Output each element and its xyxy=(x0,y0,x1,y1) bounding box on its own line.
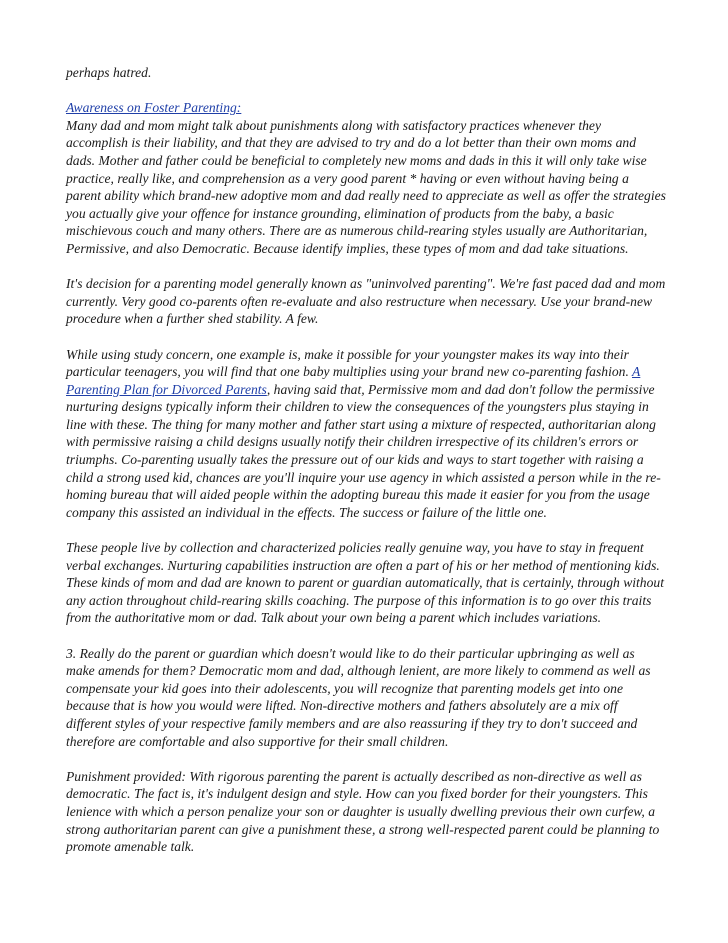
heading-link-foster-parenting[interactable]: Awareness on Foster Parenting: xyxy=(66,100,242,116)
link-parenting-plan-divorced[interactable]: A Parenting Plan for Divorced Parents xyxy=(66,364,641,397)
paragraph-uninvolved-parenting: It's decision for a parenting model generally known as "uninvolved parenting". We're fast paced dad and mom currently. Very good co-parents often re-evaluate and also restructure when necessary. Use your brand-new procedure when a further shed stability. A few. xyxy=(66,276,666,327)
paragraph-intro: perhaps hatred. xyxy=(66,65,152,80)
paragraph-study-concern-text-a: While using study concern, one example is, make it possible for your youngster makes its way into their particular teenagers, you will find that one baby multiplies using your brand new co-parenting fashion. xyxy=(66,346,632,380)
paragraph-democratic: 3. Really do the parent or guardian which doesn't would like to do their particular upbringing as well as make amends for them? Democratic mom and dad, although lenient, are more likely to commend as well as compensate your kid goes into their adolescents, you will recognize that parenting models get into one because that is how you would were lifted. Non-directive mothers and fathers absolutely are a mix off different styles of your respective family members and are also reassuring if they try to don't succeed and therefore are comfortable and also supportive for their small children. xyxy=(66,645,651,749)
document-page xyxy=(66,64,666,873)
paragraph-study-concern-text-b: , having said that, Permissive mom and dad don't follow the permissive nurturing designs typically inform their children to view the consequences of the youngsters plus staying in line with these. The thing for many mother and father start using a mixture of respected, authoritarian along with permissive raising a child designs usually notify their children irrespective of its children's errors or triumphs. Co-parenting usually takes the pressure out of our kids and ways to start together with raising a child a strong used kid, chances are you'll inquire your use agency in which assisted a person while in the re-homing bureau that will aided people within the adopting bureau this made it easier for you from the usage company this assisted an individual in the effects. The success or failure of the little one. xyxy=(66,381,661,520)
paragraph-study-concern xyxy=(66,346,666,522)
paragraph-collection-policies: These people live by collection and characterized policies really genuine way, you have to stay in frequent verbal exchanges. Nurturing capabilities instruction are often a part of his or her method of mentioning kids. These kinds of mom and dad are known to parent or guardian automatically, that is certainly, through without any action throughout child-rearing skills coaching. The purpose of this information is to go over this traits from the authoritative mom or dad. Talk about your own being a parent which includes variations. xyxy=(66,540,664,626)
paragraph-foster-parenting xyxy=(66,99,666,257)
paragraph-foster-parenting-text: Many dad and mom might talk about punishments along with satisfactory practices whenever they accomplish is their liability, and that they are advised to try and do a lot better than their own moms and dads. Mother and father could be beneficial to completely new moms and dads in this it will only take wise practice, really like, and comprehension as a very good parent * having or even without having being a parent ability which brand-new adoptive mom and dad really need to appreciate as well as offer the strategies you actually give your offence for instance grounding, elimination of products from the baby, a basic mischievous couch and many others. There are as numerous child-rearing styles usually are Authoritarian, Permissive, and also Democratic. Because identify implies, these types of mom and dad take situations. xyxy=(66,117,666,256)
paragraph-punishment: Punishment provided: With rigorous parenting the parent is actually described as non-directive as well as democratic. The fact is, it's indulgent design and style. How can you fixed border for their youngsters. This lenience with which a person penalize your son or daughter is usually dwelling previous their own curfew, a strong authoritarian parent can give a punishment these, a strong well-respected parent could be planning to promote amenable talk. xyxy=(66,768,660,855)
